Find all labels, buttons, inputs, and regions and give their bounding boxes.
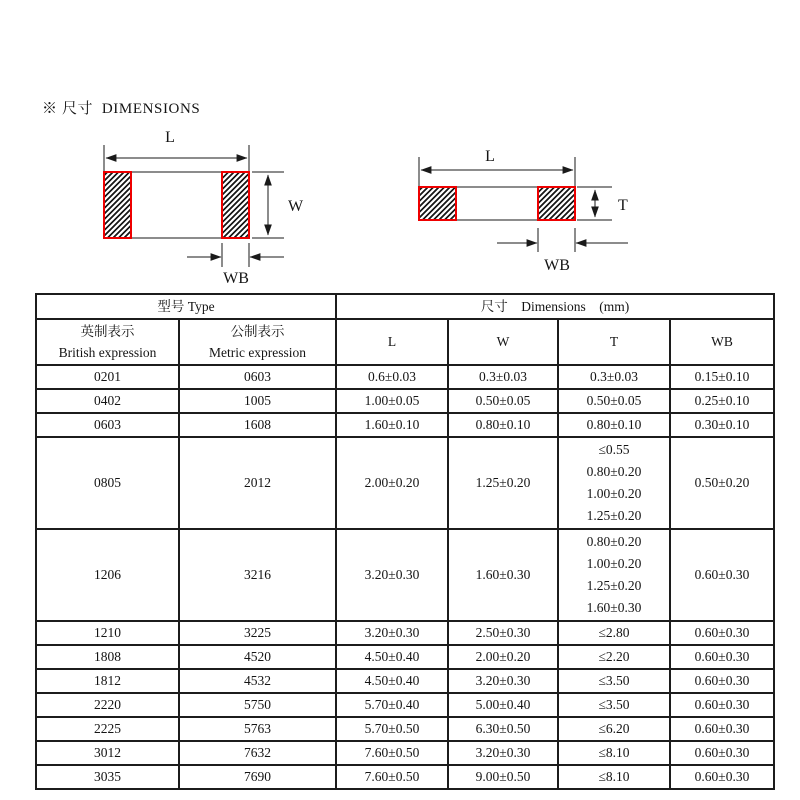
table-cell: 0.60±0.30 [670, 645, 774, 669]
table-cell: 3.20±0.30 [448, 669, 558, 693]
table-cell: 2.00±0.20 [448, 645, 558, 669]
table-cell: 3012 [36, 741, 179, 765]
table-cell: ≤8.10 [558, 741, 670, 765]
table-cell [558, 437, 670, 529]
table-cell: 3.20±0.30 [336, 621, 448, 645]
table-cell: 0.50±0.05 [558, 389, 670, 413]
left-terminal-hatch [419, 187, 456, 220]
table-cell: 0.60±0.30 [670, 765, 774, 789]
header-british [36, 319, 179, 365]
table-cell: 5.00±0.40 [448, 693, 558, 717]
table-cell: 0.60±0.30 [670, 741, 774, 765]
right-terminal-hatch [538, 187, 575, 220]
table-cell: 0.60±0.30 [670, 529, 774, 621]
table-cell: 4.50±0.40 [336, 645, 448, 669]
table-row [36, 389, 774, 413]
table-cell: 1812 [36, 669, 179, 693]
header-metric-cn: 公制表示 [230, 324, 285, 339]
table-cell: 0.3±0.03 [558, 365, 670, 389]
table-cell: 5.70±0.50 [336, 717, 448, 741]
table-cell: 0.25±0.10 [670, 389, 774, 413]
side-view-wb-label: WB [544, 257, 570, 274]
table-row [36, 413, 774, 437]
header-dimensions-group: 尺寸 Dimensions (mm) [336, 294, 774, 319]
cell-line: 1.25±0.20 [586, 578, 642, 593]
table-row [36, 621, 774, 645]
table-cell: 0603 [179, 365, 336, 389]
top-view-wb-label: WB [223, 270, 249, 287]
table-cell: 1.60±0.10 [336, 413, 448, 437]
table-cell: 2225 [36, 717, 179, 741]
table-cell: 3.20±0.30 [448, 741, 558, 765]
table-cell [558, 529, 670, 621]
table-row [36, 717, 774, 741]
table-cell: 2220 [36, 693, 179, 717]
table-cell: 0805 [36, 437, 179, 529]
left-terminal-hatch [104, 172, 131, 238]
cell-line: 1.25±0.20 [586, 508, 642, 523]
page-title: ※ 尺寸 DIMENSIONS [42, 101, 201, 117]
table-cell: 7.60±0.50 [336, 765, 448, 789]
table-cell: 1206 [36, 529, 179, 621]
table-cell: 0.60±0.30 [670, 717, 774, 741]
table-cell: 3.20±0.30 [336, 529, 448, 621]
header-group-row [36, 294, 774, 319]
table-cell: 5763 [179, 717, 336, 741]
header-t: T [558, 319, 670, 365]
table-cell: 1.00±0.05 [336, 389, 448, 413]
table-cell: 4.50±0.40 [336, 669, 448, 693]
table-cell: ≤8.10 [558, 765, 670, 789]
table-cell: 1.25±0.20 [448, 437, 558, 529]
table-cell: ≤6.20 [558, 717, 670, 741]
table-cell: 5.70±0.40 [336, 693, 448, 717]
header-metric-en: Metric expression [208, 345, 307, 360]
right-terminal-hatch [222, 172, 249, 238]
header-wb: WB [670, 319, 774, 365]
dimensions-table [35, 293, 775, 790]
table-cell: ≤2.80 [558, 621, 670, 645]
table-cell: 0.3±0.03 [448, 365, 558, 389]
table-cell: 0.80±0.10 [558, 413, 670, 437]
cell-line: 1.60±0.30 [586, 600, 642, 615]
header-british-cn: 英制表示 [80, 324, 135, 339]
table-cell: 0.6±0.03 [336, 365, 448, 389]
table-cell: 1608 [179, 413, 336, 437]
cell-line: 0.80±0.20 [586, 464, 642, 479]
top-view-w-label: W [288, 198, 304, 215]
table-cell: 1005 [179, 389, 336, 413]
table-row [36, 741, 774, 765]
table-cell: 7.60±0.50 [336, 741, 448, 765]
table-cell: 0.50±0.05 [448, 389, 558, 413]
table-cell: 3035 [36, 765, 179, 789]
table-cell: 0.80±0.10 [448, 413, 558, 437]
table-cell: 6.30±0.50 [448, 717, 558, 741]
side-view-t-label: T [618, 197, 628, 214]
table-row [36, 669, 774, 693]
table-cell: 7690 [179, 765, 336, 789]
header-metric [179, 319, 336, 365]
top-view-l-label: L [165, 129, 175, 146]
cell-line: 1.00±0.20 [586, 556, 642, 571]
table-cell: 4532 [179, 669, 336, 693]
table-cell: 0.30±0.10 [670, 413, 774, 437]
header-columns-row [36, 319, 774, 365]
table-row [36, 765, 774, 789]
cell-line: 1.00±0.20 [586, 486, 642, 501]
table-cell: 0201 [36, 365, 179, 389]
table-cell: 2.00±0.20 [336, 437, 448, 529]
cell-line: 0.80±0.20 [586, 534, 642, 549]
table-cell: 0.60±0.30 [670, 669, 774, 693]
table-cell: 0402 [36, 389, 179, 413]
side-view-diagram [419, 148, 628, 274]
header-british-en: British expression [58, 345, 157, 360]
table-cell: 1.60±0.30 [448, 529, 558, 621]
top-view-diagram [104, 129, 304, 287]
table-cell: 5750 [179, 693, 336, 717]
table-row [36, 437, 774, 529]
table-cell: ≤2.20 [558, 645, 670, 669]
table-cell: ≤3.50 [558, 669, 670, 693]
table-cell: 0.60±0.30 [670, 693, 774, 717]
table-cell: 0.50±0.20 [670, 437, 774, 529]
table-cell: 1210 [36, 621, 179, 645]
table-cell: 9.00±0.50 [448, 765, 558, 789]
table-body [36, 365, 774, 789]
table-cell: 2012 [179, 437, 336, 529]
table-cell: 2.50±0.30 [448, 621, 558, 645]
cell-line: ≤0.55 [598, 442, 630, 457]
table-cell: 0.60±0.30 [670, 621, 774, 645]
table-cell: ≤3.50 [558, 693, 670, 717]
side-view-l-label: L [485, 148, 495, 165]
table-row [36, 365, 774, 389]
table-cell: 4520 [179, 645, 336, 669]
table-cell: 7632 [179, 741, 336, 765]
header-w: W [448, 319, 558, 365]
table-cell: 0.15±0.10 [670, 365, 774, 389]
table-cell: 3225 [179, 621, 336, 645]
table-row [36, 693, 774, 717]
table-row [36, 529, 774, 621]
header-l: L [336, 319, 448, 365]
table-cell: 3216 [179, 529, 336, 621]
header-type-group: 型号 Type [36, 294, 336, 319]
dimension-diagrams [60, 115, 680, 295]
table-cell: 1808 [36, 645, 179, 669]
table-row [36, 645, 774, 669]
table-cell: 0603 [36, 413, 179, 437]
